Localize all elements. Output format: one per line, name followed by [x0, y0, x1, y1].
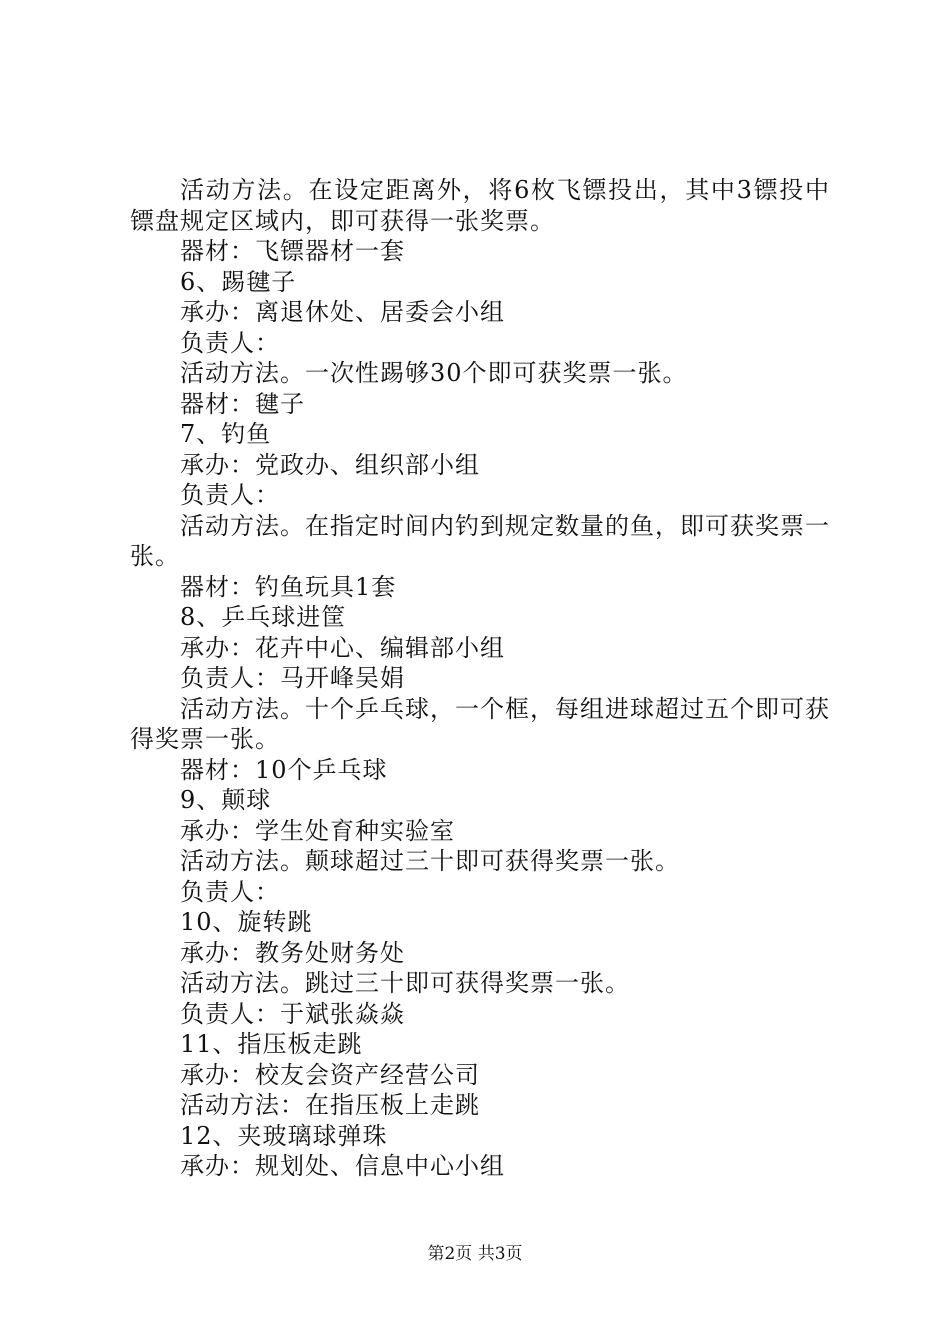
paragraph: 器材：10个乒乓球	[180, 755, 388, 784]
paragraph: 12、夹玻璃球弹珠	[180, 1121, 388, 1150]
paragraph: 10、旋转跳	[180, 908, 313, 936]
paragraph: 活动方法。在设定距离外，将6枚飞镖投出，其中3镖投中镖盘规定区域内，即可获得一张奖票。	[130, 176, 830, 235]
paragraph: 活动方法。在指定时间内钓到规定数量的鱼，即可获奖票一张。	[130, 511, 830, 570]
paragraph: 活动方法。颠球超过三十即可获得奖票一张。	[180, 847, 680, 875]
paragraph: 器材：毽子	[180, 389, 305, 418]
paragraph: 11、指压板走跳	[180, 1030, 363, 1058]
document-body	[130, 175, 830, 1182]
paragraph: 承办：离退休处、居委会小组	[180, 298, 505, 326]
paragraph: 7、钓鱼	[180, 420, 272, 448]
paragraph: 承办：校友会资产经营公司	[180, 1060, 480, 1089]
paragraph: 活动方法。十个乒乓球，一个框，每组进球超过五个即可获得奖票一张。	[130, 694, 830, 753]
paragraph: 负责人：	[180, 877, 280, 906]
paragraph: 负责人：马开峰吴娟	[180, 664, 405, 692]
paragraph: 承办：学生处育种实验室	[180, 816, 455, 845]
paragraph: 器材：飞镖器材一套	[180, 237, 405, 265]
paragraph: 承办：教务处财务处	[180, 938, 405, 967]
paragraph: 承办：花卉中心、编辑部小组	[180, 633, 505, 662]
paragraph: 活动方法。跳过三十即可获得奖票一张。	[180, 969, 630, 997]
paragraph: 负责人：	[180, 328, 280, 357]
paragraph: 负责人：	[180, 481, 280, 509]
paragraph: 8、乒乓球进筐	[180, 603, 347, 631]
paragraph: 活动方法：在指压板上走跳	[180, 1091, 480, 1119]
paragraph: 器材：钓鱼玩具1套	[180, 572, 397, 601]
paragraph: 6、踢毽子	[180, 267, 297, 296]
paragraph: 承办：规划处、信息中心小组	[180, 1152, 505, 1180]
paragraph: 负责人：于斌张焱焱	[180, 999, 405, 1028]
paragraph: 9、颠球	[180, 786, 272, 814]
paragraph: 承办：党政办、组织部小组	[180, 450, 480, 479]
page-footer	[0, 1242, 950, 1266]
page-number-label: 第2页 共3页	[427, 1244, 523, 1264]
paragraph: 活动方法。一次性踢够30个即可获奖票一张。	[180, 359, 688, 387]
